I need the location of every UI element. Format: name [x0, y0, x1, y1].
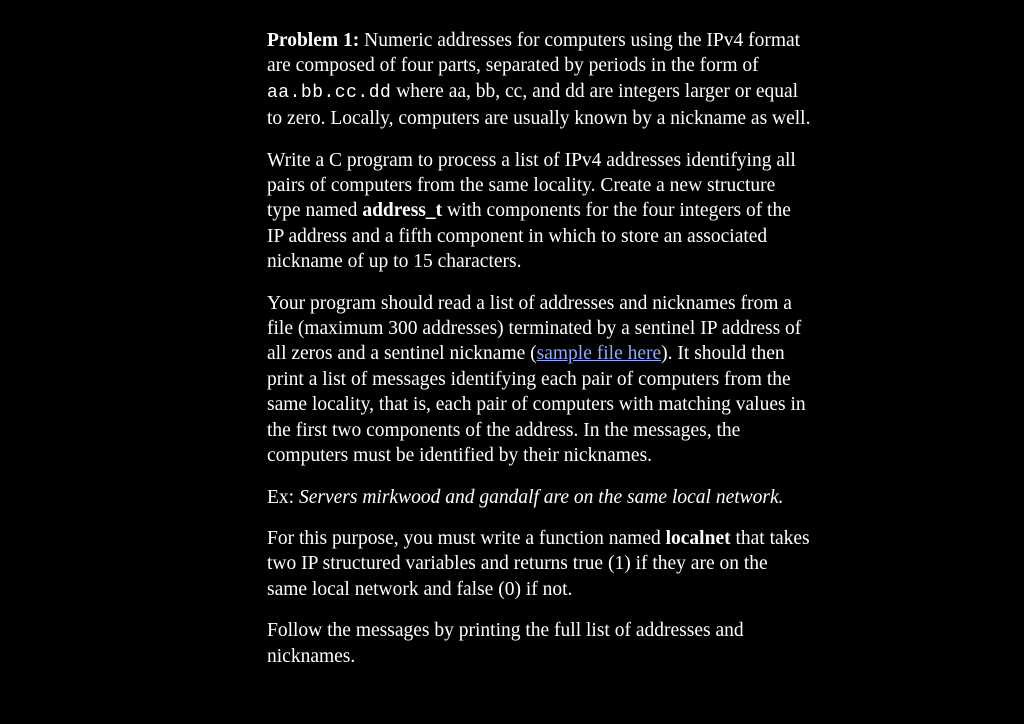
problem-heading: Problem 1:: [267, 30, 360, 51]
paragraph-final: [267, 618, 812, 669]
paragraph-input-output: [267, 291, 812, 469]
paragraph-intro: [267, 28, 812, 132]
task-text-start: Write a C program to process a list of IPv4 addresses identifying all pairs of computers from the same locality. Create a new structure type named: [267, 149, 796, 222]
example-prefix: Ex:: [267, 486, 299, 508]
example-message: Servers mirkwood and gandalf are on the same local network.: [298, 486, 784, 508]
io-text-start: Your program should read a list of addresses and nicknames from a file (maximum 300 addresses) terminated by a sentinel IP address of all zeros and a sentinel nickname (: [267, 292, 802, 365]
ip-format-code: aa.bb.cc.dd: [267, 82, 392, 103]
paragraph-example: [267, 485, 812, 510]
function-name: localnet: [665, 527, 731, 549]
paragraph-function: [267, 526, 812, 602]
task-text-end: with components for the four integers of the IP address and a fifth component in which to store an associated nickname of up to 15 characters.: [267, 200, 791, 273]
intro-text-start: Numeric addresses for computers using the IPv4 format are composed of four parts, separated by periods in the form of: [267, 30, 801, 77]
intro-text-end: where aa, bb, cc, and dd are integers larger or equal to zero. Locally, computers are usually known by a nickname as well.: [267, 80, 811, 130]
sample-file-link[interactable]: sample file here: [536, 343, 662, 365]
function-text-end: that takes two IP structured variables and returns true (1) if they are on the same local network and false (0) if not.: [267, 527, 810, 600]
io-text-end: ). It should then print a list of messages identifying each pair of computers from the same locality, that is, each pair of computers with matching values in the first two components of the address. In the messages, the computers must be identified by their nicknames.: [267, 343, 806, 467]
problem-document: [267, 28, 812, 685]
function-text-start: For this purpose, you must write a function named: [267, 527, 666, 549]
structure-type-name: address_t: [362, 200, 443, 222]
final-text: Follow the messages by printing the full list of addresses and nicknames.: [267, 620, 744, 667]
paragraph-task: [267, 148, 812, 275]
